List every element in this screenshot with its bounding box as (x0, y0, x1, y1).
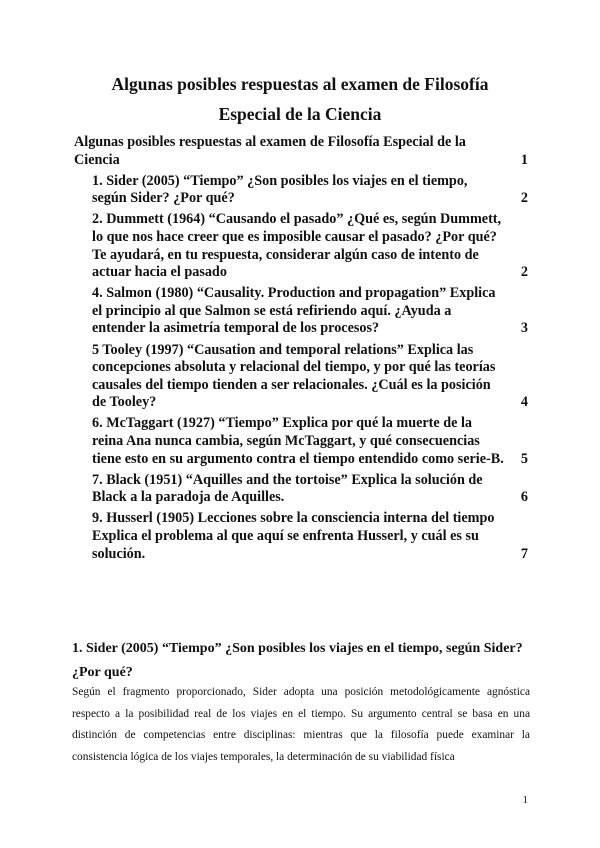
toc-entry-page: 2 (520, 190, 528, 207)
toc-entry[interactable] (74, 211, 528, 281)
toc-entry-page: 1 (520, 151, 528, 168)
toc-entry-text: 2. Dummett (1964) “Causando el pasado” ¿Qué es, según Dummett, lo que nos hace creer que es imposible causar el pasado? ¿Por qué? Te ayudará, en tu respuesta, considerar algún caso de intento de actuar hacia el pasado (92, 211, 502, 281)
toc-entry-text: 6. McTaggart (1927) “Tiempo” Explica por qué la muerte de la reina Ana nunca cambia, según McTaggart, y qué consecuencias tiene esto en su argumento contra el tiempo entendido como serie-B. (92, 415, 504, 467)
toc-entry-page: 6 (520, 489, 528, 506)
section-heading: 1. Sider (2005) “Tiempo” ¿Son posibles los viajes en el tiempo, según Sider? ¿Por qué? (72, 641, 523, 680)
toc-entry-text: 4. Salmon (1980) “Causality. Production and propagation” Explica el principio al que Salmon se está refiriendo aquí. ¿Ayuda a entender la asimetría temporal de los procesos? (92, 285, 496, 337)
toc-entry-page: 4 (520, 394, 528, 411)
toc-entry-page: 3 (520, 320, 528, 337)
toc-entry[interactable] (74, 285, 528, 338)
toc-entry-page: 5 (520, 450, 528, 467)
toc-entry[interactable] (74, 342, 528, 412)
toc-entry-page: 2 (520, 264, 528, 281)
toc-entry-text: 9. Husserl (1905) Lecciones sobre la consciencia interna del tiempo Explica el problema al que aquí se enfrenta Husserl, y cuál es su solución. (92, 510, 495, 562)
toc-entry-text: 7. Black (1951) “Aquilles and the tortoise” Explica la solución de Black a la paradoja de Aquilles. (92, 471, 483, 506)
toc-entry[interactable] (74, 415, 528, 468)
section-body-text: Según el fragmento proporcionado, Sider adopta una posición metodológicamente agnóstica respecto a la posibilidad real de los viajes en el tiempo. Su argumento central se basa en una distinción de competencias entre disciplinas: mientras que la filosofía puede examinar la consistencia lógica de los viajes temporales, la determinación de su viabilidad física (72, 686, 530, 763)
table-of-contents (74, 134, 528, 567)
document-title-line-2: Especial de la Ciencia (218, 104, 382, 124)
toc-entry-text: 5 Tooley (1997) “Causation and temporal relations” Explica las concepciones absoluta y relacional del tiempo, y por qué las teorías causales del tiempo tienden a ser relacionales. ¿Cuál es la posición de Tooley? (92, 341, 496, 411)
toc-entry-page: 7 (520, 545, 528, 562)
toc-entry[interactable] (74, 510, 528, 563)
toc-entry-text: 1. Sider (2005) “Tiempo” ¿Son posibles los viajes en el tiempo, según Sider? ¿Por qué? (92, 172, 468, 207)
page-number: 1 (522, 794, 528, 806)
document-title-line-1: Algunas posibles respuestas al examen de Filosofía (111, 74, 489, 94)
toc-entry-text: Algunas posibles respuestas al examen de Filosofía Especial de la Ciencia (74, 134, 466, 168)
toc-entry[interactable] (74, 472, 528, 507)
toc-entry[interactable] (74, 134, 528, 169)
toc-entry[interactable] (74, 173, 528, 208)
